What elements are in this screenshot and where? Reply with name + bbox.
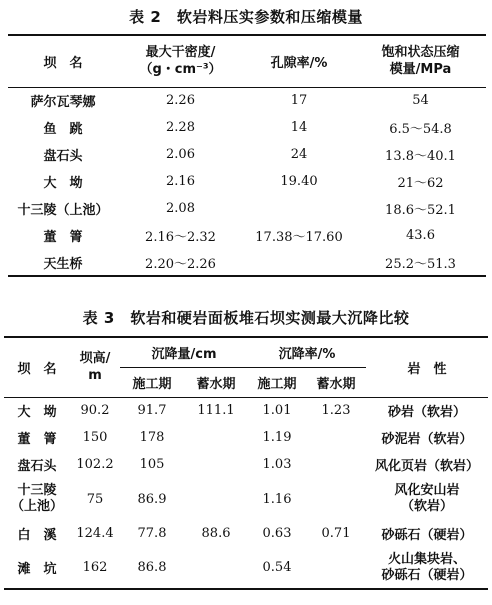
rock-type <box>366 547 488 589</box>
table3-header-row1 <box>4 337 488 367</box>
dam-name: 大 坳 <box>43 176 83 191</box>
table2-header-density <box>118 35 243 87</box>
rate-impoundment <box>306 478 366 520</box>
rate-impoundment: 0.71 <box>321 526 351 541</box>
rate-construction: 1.03 <box>262 457 292 472</box>
rock-type: 砂砾石（硬岩） <box>381 528 473 543</box>
rock-type: 砂泥岩（软岩） <box>381 432 473 447</box>
porosity-value: 24 <box>290 147 308 162</box>
rate-construction: 1.16 <box>262 491 292 507</box>
dam-name-line2: （上池） <box>10 499 63 514</box>
modulus-value: 6.5～54.8 <box>389 122 452 137</box>
modulus-header-line2: 模量/MPa <box>389 62 452 78</box>
settlement-construction: 178 <box>139 430 165 445</box>
table-row <box>8 222 486 249</box>
rate-impoundment <box>306 547 366 589</box>
table-row <box>8 141 486 168</box>
rock-type-line1: 风化安山岩 <box>394 483 460 498</box>
dam-name <box>4 478 70 520</box>
dam-name: 鱼 跳 <box>43 122 83 137</box>
porosity-value: 14 <box>290 120 308 135</box>
dam-name: 董 箐 <box>17 432 57 447</box>
settlement-impoundment <box>184 547 248 589</box>
settlement-impoundment <box>184 424 248 451</box>
dam-name: 盘石头 <box>17 459 57 474</box>
settlement-construction: 77.8 <box>137 526 167 541</box>
table3-header-settlement-rate: 沉降率/% <box>248 337 366 367</box>
modulus-header-line1: 饱和状态压缩 <box>381 45 460 61</box>
settlement-impoundment: 88.6 <box>201 526 231 541</box>
dam-height: 162 <box>82 560 108 575</box>
dam-name-line1: 十三陵 <box>17 483 57 498</box>
porosity-value: 17 <box>290 93 308 109</box>
rock-type-line2: 砂砾石（硬岩） <box>381 567 473 583</box>
table3 <box>4 336 488 590</box>
settlement-construction: 105 <box>139 457 165 472</box>
table-row <box>4 397 488 424</box>
dam-height: 75 <box>86 491 104 507</box>
dam-name: 白 溪 <box>17 528 57 543</box>
rate-impoundment <box>306 451 366 478</box>
density-value: 2.16～2.32 <box>145 230 216 245</box>
dam-height: 102.2 <box>76 457 114 472</box>
table3-header-height <box>70 337 120 397</box>
porosity-value: 19.40 <box>280 174 318 189</box>
table2-header-porosity: 孔隙率/% <box>270 55 328 71</box>
dam-height: 124.4 <box>76 526 114 541</box>
dam-name: 大 坳 <box>17 405 57 421</box>
rock-type: 砂岩（软岩） <box>388 405 467 421</box>
dam-name: 十三陵（上池） <box>17 203 109 218</box>
porosity-value: 17.38～17.60 <box>255 230 343 245</box>
rock-type: 风化页岩（软岩） <box>375 459 480 474</box>
table-row <box>4 451 488 478</box>
rate-impoundment <box>306 424 366 451</box>
table-row <box>8 168 486 195</box>
table-row <box>4 424 488 451</box>
density-value: 2.16 <box>166 174 195 189</box>
table-row <box>8 114 486 141</box>
rate-construction: 0.54 <box>262 560 292 575</box>
density-value: 2.06 <box>166 147 195 162</box>
table3-header-dam: 坝 名 <box>17 361 57 377</box>
porosity-value <box>243 249 355 276</box>
height-header-line1: 坝高/ <box>79 351 111 367</box>
dam-name: 盘石头 <box>43 149 83 164</box>
density-value: 2.20～2.26 <box>145 256 216 272</box>
table2-caption: 表 2 软岩料压实参数和压缩模量 <box>129 8 363 26</box>
settlement-construction: 86.9 <box>137 491 167 507</box>
modulus-value: 13.8～40.1 <box>385 149 456 164</box>
dam-height: 150 <box>82 430 108 445</box>
table-row <box>4 478 488 520</box>
settlement-impoundment <box>184 451 248 478</box>
modulus-value: 18.6～52.1 <box>385 203 456 218</box>
density-value: 2.28 <box>166 120 195 135</box>
rock-type-line1: 火山集块岩、 <box>388 551 467 567</box>
rate-construction: 1.01 <box>262 403 292 419</box>
header-impoundment-period: 蓄水期 <box>196 376 236 392</box>
rock-type <box>366 478 488 520</box>
dam-name: 滩 坑 <box>17 562 57 577</box>
table-row <box>4 547 488 589</box>
header-construction-period: 施工期 <box>132 376 172 392</box>
density-value: 2.26 <box>166 93 195 109</box>
settlement-impoundment: 111.1 <box>197 403 235 419</box>
header-impoundment-period-rate: 蓄水期 <box>316 376 356 392</box>
table2 <box>8 34 486 277</box>
table2-header-dam: 坝 名 <box>43 55 83 71</box>
density-value: 2.08 <box>166 201 195 216</box>
rate-construction: 1.19 <box>262 430 292 445</box>
dam-name: 萨尔瓦琴娜 <box>30 95 96 111</box>
settlement-impoundment <box>184 478 248 520</box>
table-row <box>8 249 486 276</box>
table-row <box>4 520 488 547</box>
rock-type-line2: （软岩） <box>401 499 454 514</box>
table2-header-modulus <box>355 35 486 87</box>
density-header-line1: 最大干密度/ <box>145 45 216 61</box>
modulus-value: 43.6 <box>406 228 435 243</box>
table3-header-settlement: 沉降量/cm <box>120 337 248 367</box>
table3-header-rock: 岩 性 <box>407 361 447 377</box>
table-row <box>8 195 486 222</box>
table3-caption: 表 3 软岩和硬岩面板堆石坝实测最大沉降比较 <box>82 309 410 327</box>
dam-name: 天生桥 <box>43 256 83 272</box>
density-header-line2: （g・cm⁻³） <box>139 62 222 78</box>
table-row <box>8 87 486 114</box>
porosity-value <box>243 195 355 222</box>
modulus-value: 25.2～51.3 <box>385 256 456 272</box>
height-header-line2: m <box>88 368 102 384</box>
modulus-value: 54 <box>412 93 429 109</box>
dam-name: 董 箐 <box>43 230 83 245</box>
table2-header-row <box>8 35 486 87</box>
settlement-construction: 86.8 <box>137 560 167 575</box>
header-construction-period-rate: 施工期 <box>257 376 297 392</box>
settlement-construction: 91.7 <box>137 403 167 419</box>
rate-impoundment: 1.23 <box>321 403 351 419</box>
modulus-value: 21～62 <box>397 176 444 191</box>
dam-height: 90.2 <box>80 403 110 419</box>
rate-construction: 0.63 <box>262 526 292 541</box>
